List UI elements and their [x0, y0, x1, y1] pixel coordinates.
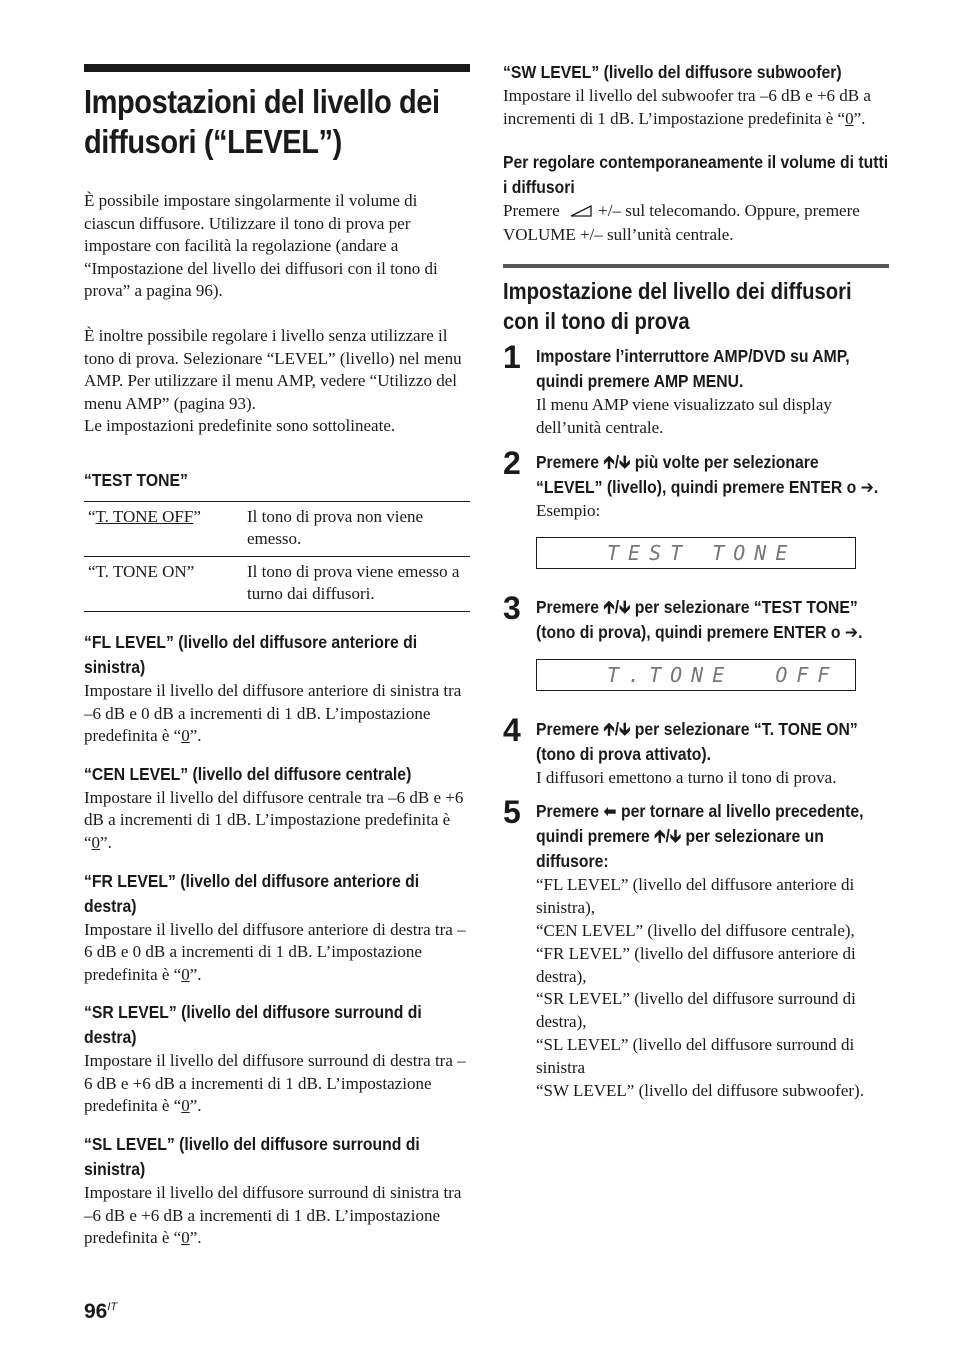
right-column [503, 60, 889, 1112]
test-tone-table [84, 501, 470, 612]
option-key: “T. TONE OFF” [84, 501, 237, 556]
all-volume-text: Premere +/– sul telecomando. Oppure, premere VOLUME +/– sull’unità centrale. [503, 201, 860, 244]
left-column [84, 64, 470, 1264]
speaker-list-item: “SL LEVEL” (livello del diffusore surround di sinistra [536, 1034, 855, 1077]
speaker-list-item: “FL LEVEL” (livello del diffusore anteriore di sinistra), [536, 875, 855, 918]
step-number: 4 [503, 711, 521, 748]
speaker-list-item: “CEN LEVEL” (livello del diffusore centrale), [536, 920, 855, 940]
speaker-list-item: “FR LEVEL” (livello del diffusore anteriore di destra), [536, 943, 856, 986]
sr-level-block [84, 1000, 470, 1118]
step-heading: Premere 🡱/🡳 più volte per selezionare “LEVEL” (livello), quindi premere ENTER o ➔. [536, 451, 879, 497]
step-number: 1 [503, 339, 521, 376]
step-heading: Premere 🡱/🡳 per selezionare “T. TONE ON” (tono di prova attivato). [536, 718, 858, 764]
intro-paragraph-2: È inoltre possibile regolare i livello senza utilizzare il tono di prova. Selezionare “LEVEL” (livello) nel menu AMP. Per utilizzare il menu AMP, vedere “Utilizzo del menu AMP” (pagina 93). [84, 325, 462, 413]
step-body: Esempio: [536, 500, 601, 520]
sl-level-text: Impostare il livello del diffusore surround di sinistra tra –6 dB e +6 dB a incrementi di 1 dB. L’impostazione predefinita è “0”. [84, 1183, 462, 1248]
step-2 [503, 444, 889, 569]
sr-level-text: Impostare il livello del diffusore surround di destra tra –6 dB e +6 dB a incrementi di 1 dB. L’impostazione predefinita è “0”. [84, 1051, 466, 1116]
fr-level-block [84, 869, 470, 987]
step-body: I diffusori emettono a turno il tono di prova. [536, 767, 837, 787]
display-test-tone: TEST TONE [536, 537, 856, 569]
all-volume-block [503, 150, 889, 246]
sl-level-block [84, 1132, 470, 1250]
step-number: 2 [503, 444, 521, 481]
table-row [84, 556, 470, 611]
left-arrow-icon: ⬅ [603, 801, 617, 822]
intro-paragraph-1: È possibile impostare singolarmente il volume di ciascun diffusore. Utilizzare il tono di prova per impostare con facilità la regolazione (andare a “Impostazione del livello dei diffusori con il tono di prova” a pagina 96). [84, 191, 438, 301]
step-number: 5 [503, 794, 521, 831]
right-arrow-icon: ➔ [844, 621, 859, 642]
volume-icon [570, 201, 592, 224]
up-down-arrow-icon: 🡱/🡳 [603, 718, 631, 739]
sl-level-heading: “SL LEVEL” (livello del diffusore surround di sinistra) [84, 1134, 420, 1180]
table-row [84, 501, 470, 556]
intro-paragraph-3: Le impostazioni predefinite sono sottolineate. [84, 416, 396, 436]
step-5 [503, 794, 889, 1102]
page-title: Impostazioni del livello dei diffusori (“LEVEL”) [84, 83, 440, 160]
fl-level-heading: “FL LEVEL” (livello del diffusore anteriore di sinistra) [84, 631, 418, 677]
option-key: “T. TONE ON” [84, 556, 237, 611]
speaker-list-item: “SR LEVEL” (livello del diffusore surround di destra), [536, 989, 856, 1032]
title-rule [84, 64, 470, 72]
sw-level-block [503, 60, 889, 130]
step-heading: Impostare l’interruttore AMP/DVD su AMP, quindi premere AMP MENU. [536, 346, 850, 392]
up-down-arrow-icon: 🡱/🡳 [654, 826, 682, 847]
test-tone-heading: “TEST TONE” [84, 469, 188, 490]
cen-level-text: Impostare il livello del diffusore centrale tra –6 dB e +6 dB a incrementi di 1 dB. L’impostazione predefinita è “0”. [84, 787, 464, 852]
page-number: $96^{IT}$ [84, 1300, 118, 1323]
section-rule [503, 264, 889, 268]
step-body: Il menu AMP viene visualizzato sul display dell’unità centrale. [536, 395, 832, 437]
fr-level-heading: “FR LEVEL” (livello del diffusore anteriore di destra) [84, 870, 420, 916]
section-title: Impostazione del livello dei diffusori con il tono di prova [503, 278, 852, 335]
speaker-list-item: “SW LEVEL” (livello del diffusore subwoofer). [536, 1080, 864, 1100]
option-value: Il tono di prova non viene emesso. [237, 501, 470, 556]
step-heading: Premere ⬅ per tornare al livello precedente, quindi premere 🡱/🡳 per selezionare un diffusore: [536, 801, 864, 872]
fl-level-block [84, 630, 470, 748]
step-1 [503, 339, 889, 440]
up-down-arrow-icon: 🡱/🡳 [603, 451, 631, 472]
up-down-arrow-icon: 🡱/🡳 [603, 596, 631, 617]
display-t-tone-off: T.TONE OFF [536, 659, 856, 691]
step-4 [503, 711, 889, 790]
fr-level-text: Impostare il livello del diffusore anteriore di destra tra –6 dB e 0 dB a incrementi di 1 dB. L’impostazione predefinita è “0”. [84, 919, 466, 984]
cen-level-block [84, 762, 470, 855]
step-number: 3 [503, 589, 521, 626]
sr-level-heading: “SR LEVEL” (livello del diffusore surround di destra) [84, 1002, 422, 1048]
option-value: Il tono di prova viene emesso a turno dai diffusori. [237, 556, 470, 611]
step-heading: Premere 🡱/🡳 per selezionare “TEST TONE” (tono di prova), quindi premere ENTER o ➔. [536, 596, 863, 642]
step-3 [503, 589, 889, 691]
sw-level-text: Impostare il livello del subwoofer tra –6 dB e +6 dB a incrementi di 1 dB. L’impostazione predefinita è “0”. [503, 86, 871, 128]
all-volume-heading: Per regolare contemporaneamente il volume di tutti i diffusori [503, 152, 889, 198]
right-arrow-icon: ➔ [860, 476, 874, 497]
fl-level-text: Impostare il livello del diffusore anteriore di sinistra tra –6 dB e 0 dB a incrementi di 1 dB. L’impostazione predefinita è “0”. [84, 680, 462, 746]
cen-level-heading: “CEN LEVEL” (livello del diffusore centrale) [84, 763, 412, 784]
sw-level-heading: “SW LEVEL” (livello del diffusore subwoofer) [503, 62, 842, 82]
